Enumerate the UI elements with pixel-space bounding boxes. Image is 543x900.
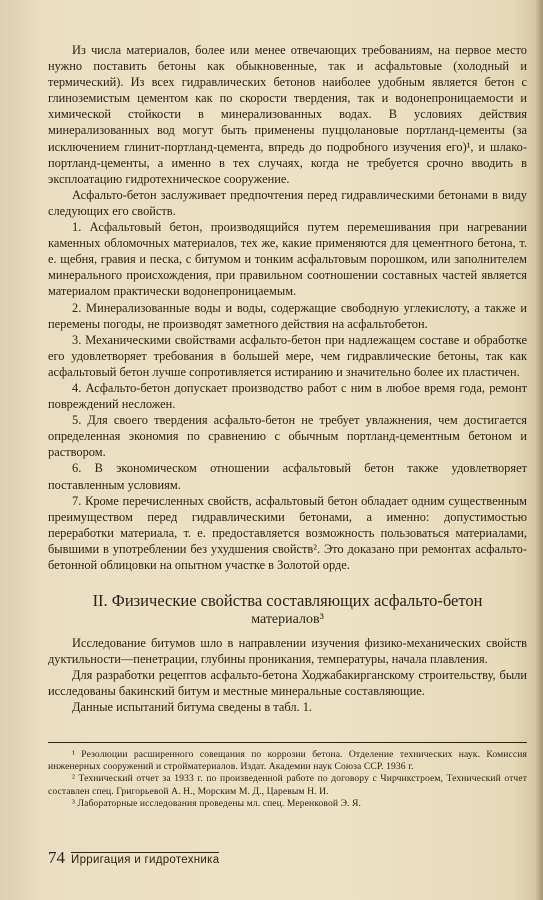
paragraph: Асфальто-бетон заслуживает предпочтения перед гидравлическими бетонами в виду следующих его свойств. [48,187,527,218]
list-item-7: 7. Кроме перечисленных свойств, асфальтовый бетон обладает одним существенным преимуществом перед гидравлическими бетонами, а именно: допустимостью переработки материала, т. е. предоставляется возможность пользоваться материалами, бывшими в употреблении без ухудшения свойств². Это доказано при ремонтах асфальто-бетонной облицовки на опытном участке в Золотой орде. [48,493,527,572]
list-item-3: 3. Механическими свойствами асфальто-бетон при надлежащем составе и обработке его удовлетворяет требования в большей мере, чем гидравлические бетоны, так как асфальтовый бетон лучше сопротивляется истиранию и значительно более их пластичен. [48,332,527,379]
list-item-5: 5. Для своего твердения асфальто-бетон не требует увлажнения, чем достигается определенная экономия по сравнению с обычным портланд-цементным бетоном и раствором. [48,413,527,460]
list-item-4: 4. Асфальто-бетон допускает производство работ с ним в любое время года, ремонт повреждений несложен. [48,380,527,412]
paragraph: Для разработки рецептов асфальто-бетона Ходжабакирганскому строительству, были исследованы бакинский битум и местные минеральные составляющие. [48,668,527,699]
list-item-2: 2. Минерализованные воды и воды, содержащие свободную углекислоту, а также и перемены погоды, не производят заметного действия на асфальтобетон. [48,300,527,331]
footnote-1: ¹ Резолюции расширенного совещания по коррозии бетона. Отделение технических наук. Комиссия инженерных сооружений и стройматериалов. Издат. Академии наук Союза ССР. 1936 г. [48,749,527,773]
paragraph: Данные испытаний битума сведены в табл. 1. [72,700,313,715]
section-title-line1: II. Физические свойства составляющих асфальто-бетон [92,591,483,611]
list-item-1: 1. Асфальтовый бетон, производящийся путем перемешивания при нагревании каменных обломочных материалов, тех же, какие применяются для цементного бетона, т. е. щебня, гравия и песка, с битумом и тонким асфальтовым порошком, или заполнителем минерального происхождения, при правильном соотношении составных частей является материалом практически водонепроницаемым. [48,220,527,299]
journal-title: Ирригация и гидротехника [71,854,220,866]
paragraph: Исследование битумов шло в направлении изучения физико-механических свойств дуктильности—пенетрации, глубины проникания, температуры, начала плавления. [48,636,527,667]
page-spine-shadow [535,0,543,900]
footnotes [48,742,527,810]
footnote-3: ³ Лабораторные исследования проведены мл. спец. Меренковой Э. Я. [72,797,362,809]
page-number: 74 [48,848,65,867]
page-footer [48,848,219,868]
footnote-2: ² Технический отчет за 1933 г. по произведенной работе по договору с Чирчикстроем, Технический отчет составлен спец. Григорьевой А. Н., Морским М. Д., Царевым Н. И. [48,773,527,797]
section-title-line2: материалов³ [251,612,324,628]
paragraph: Из числа материалов, более или менее отвечающих требованиям, на первое место нужно поставить бетоны как обыкновенные, так и асфальтовые (холодный и термический). Из всех гидравлических бетонов наиболее удобным является бетон с глиноземистым цементом как по скорости твердения, так и водонепроницаемости и химической стойкости в минерализованных водах. В условиях действия минерализованных вод могут быть применены пуццолановые портланд-цементы (за исключением глинит-портланд-цемента, впредь до подробного изучения его)¹, и шлако-портланд-цементы, а именно в тех случаях, когда не требуется срочно вводить в эксплоатацию гидротехническое сооружение. [48,43,527,186]
list-item-6: 6. В экономическом отношении асфальтовый бетон также удовлетворяет поставленным условиям. [48,461,527,492]
body-text [48,42,527,716]
section-heading [48,591,527,629]
